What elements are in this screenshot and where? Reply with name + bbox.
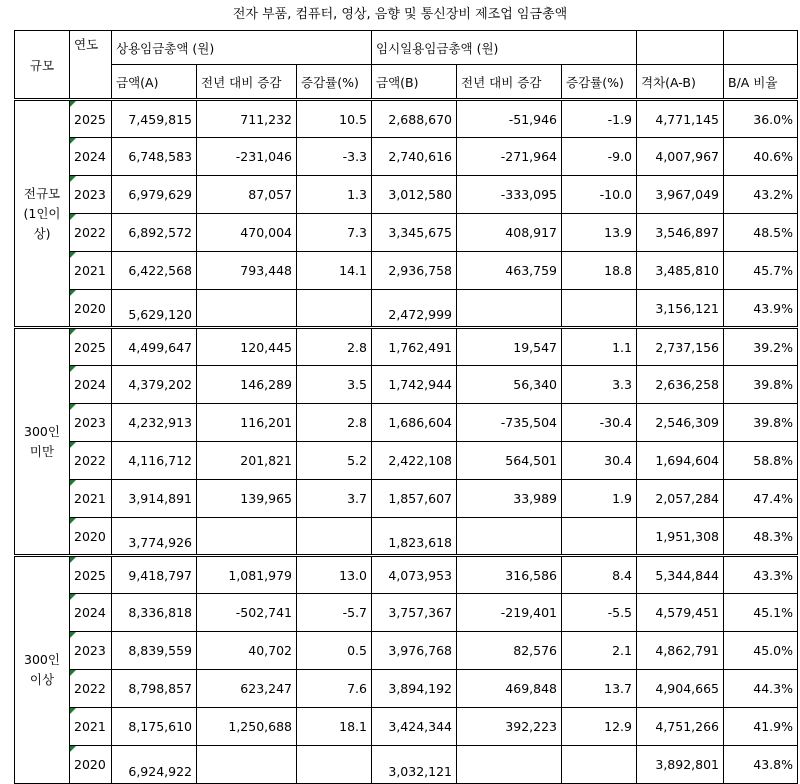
cell-temp-change: -735,504 [457, 404, 562, 442]
cell-temp-change [457, 518, 562, 556]
cell-gap: 2,546,309 [637, 404, 724, 442]
cell-ratio: 41.9% [724, 708, 798, 746]
cell-ratio: 43.8% [724, 746, 798, 784]
cell-temp-amount: 1,857,607 [372, 480, 457, 518]
cell-temp-rate: -9.0 [562, 138, 637, 176]
scale-label: 전규모 (1인이 상) [15, 100, 70, 328]
cell-ratio: 44.3% [724, 670, 798, 708]
cell-gap: 2,057,284 [637, 480, 724, 518]
cell-reg-rate: 13.0 [297, 556, 372, 594]
cell-temp-amount: 1,686,604 [372, 404, 457, 442]
cell-temp-rate [562, 518, 637, 556]
cell-year: 2022 [70, 214, 112, 252]
header-regular-group: 상용임금총액 (원) [112, 31, 372, 65]
cell-reg-amount: 6,892,572 [112, 214, 197, 252]
cell-gap: 3,546,897 [637, 214, 724, 252]
cell-temp-amount: 2,936,758 [372, 252, 457, 290]
cell-reg-amount: 4,499,647 [112, 328, 197, 366]
table-row [15, 214, 798, 252]
cell-reg-rate: 7.6 [297, 670, 372, 708]
cell-gap: 3,156,121 [637, 290, 724, 328]
cell-temp-amount: 1,742,944 [372, 366, 457, 404]
cell-reg-rate: 2.8 [297, 404, 372, 442]
cell-reg-amount: 8,798,857 [112, 670, 197, 708]
cell-reg-rate: 0.5 [297, 632, 372, 670]
cell-reg-rate: 14.1 [297, 252, 372, 290]
table-row [15, 138, 798, 176]
cell-reg-change: 87,057 [197, 176, 297, 214]
header-scale: 규모 [15, 31, 70, 100]
cell-temp-rate: -10.0 [562, 176, 637, 214]
cell-reg-change: 146,289 [197, 366, 297, 404]
cell-gap: 3,485,810 [637, 252, 724, 290]
cell-reg-rate: -5.7 [297, 594, 372, 632]
cell-reg-amount: 5,629,120 [112, 290, 197, 328]
cell-temp-rate [562, 290, 637, 328]
table-row [15, 176, 798, 214]
cell-temp-rate: 12.9 [562, 708, 637, 746]
cell-reg-change [197, 518, 297, 556]
cell-reg-amount: 6,748,583 [112, 138, 197, 176]
cell-year: 2024 [70, 594, 112, 632]
cell-ratio: 45.7% [724, 252, 798, 290]
cell-reg-change [197, 746, 297, 784]
cell-temp-amount: 2,422,108 [372, 442, 457, 480]
cell-year: 2025 [70, 100, 112, 138]
cell-ratio: 48.3% [724, 518, 798, 556]
table-row [15, 518, 798, 556]
cell-temp-change [457, 290, 562, 328]
cell-temp-change: 564,501 [457, 442, 562, 480]
table-row [15, 556, 798, 594]
cell-temp-rate [562, 746, 637, 784]
cell-ratio: 39.8% [724, 366, 798, 404]
cell-gap: 4,007,967 [637, 138, 724, 176]
table-row [15, 632, 798, 670]
header-reg-rate: 증감률(%) [297, 65, 372, 100]
cell-reg-amount: 4,116,712 [112, 442, 197, 480]
table-row [15, 366, 798, 404]
cell-reg-amount: 3,774,926 [112, 518, 197, 556]
cell-temp-rate: 13.7 [562, 670, 637, 708]
cell-reg-change: 139,965 [197, 480, 297, 518]
cell-temp-amount: 3,424,344 [372, 708, 457, 746]
cell-temp-change: 469,848 [457, 670, 562, 708]
cell-reg-rate [297, 290, 372, 328]
cell-ratio: 39.8% [724, 404, 798, 442]
cell-year: 2021 [70, 252, 112, 290]
table-row [15, 404, 798, 442]
cell-ratio: 43.2% [724, 176, 798, 214]
header-gap: 격차(A-B) [637, 65, 724, 100]
cell-reg-amount: 8,336,818 [112, 594, 197, 632]
cell-gap: 4,579,451 [637, 594, 724, 632]
scale-label: 300인 미만 [15, 328, 70, 556]
cell-reg-rate: 7.3 [297, 214, 372, 252]
cell-reg-amount: 8,175,610 [112, 708, 197, 746]
cell-reg-rate [297, 746, 372, 784]
cell-reg-change: 116,201 [197, 404, 297, 442]
cell-temp-amount: 1,762,491 [372, 328, 457, 366]
cell-gap: 5,344,844 [637, 556, 724, 594]
header-ratio-top [724, 31, 798, 65]
cell-reg-change: -502,741 [197, 594, 297, 632]
table-row [15, 442, 798, 480]
cell-temp-change: -51,946 [457, 100, 562, 138]
cell-gap: 2,636,258 [637, 366, 724, 404]
cell-reg-amount: 4,232,913 [112, 404, 197, 442]
cell-temp-change: 408,917 [457, 214, 562, 252]
cell-temp-rate: 1.1 [562, 328, 637, 366]
cell-year: 2025 [70, 556, 112, 594]
cell-reg-rate: 5.2 [297, 442, 372, 480]
cell-temp-change: -219,401 [457, 594, 562, 632]
cell-year: 2022 [70, 442, 112, 480]
cell-temp-change: 19,547 [457, 328, 562, 366]
cell-reg-amount: 7,459,815 [112, 100, 197, 138]
cell-temp-change: 392,223 [457, 708, 562, 746]
cell-reg-rate [297, 518, 372, 556]
table-row [15, 708, 798, 746]
cell-temp-amount: 3,757,367 [372, 594, 457, 632]
cell-year: 2023 [70, 404, 112, 442]
cell-ratio: 36.0% [724, 100, 798, 138]
cell-year: 2021 [70, 480, 112, 518]
header-temp-group: 임시일용임금총액 (원) [372, 31, 637, 65]
cell-reg-amount: 9,418,797 [112, 556, 197, 594]
cell-gap: 4,904,665 [637, 670, 724, 708]
cell-year: 2022 [70, 670, 112, 708]
cell-temp-amount: 4,073,953 [372, 556, 457, 594]
header-reg-change: 전년 대비 증감 [197, 65, 297, 100]
table-row [15, 480, 798, 518]
cell-temp-amount: 3,032,121 [372, 746, 457, 784]
table-row [15, 100, 798, 138]
cell-reg-change: 793,448 [197, 252, 297, 290]
header-year: 연도 [70, 31, 112, 100]
cell-reg-amount: 8,839,559 [112, 632, 197, 670]
header-gap-top [637, 31, 724, 65]
table-row [15, 746, 798, 784]
header-temp-change: 전년 대비 증감 [457, 65, 562, 100]
cell-reg-change: 1,081,979 [197, 556, 297, 594]
cell-temp-rate: 13.9 [562, 214, 637, 252]
cell-temp-change: -271,964 [457, 138, 562, 176]
cell-temp-rate: 18.8 [562, 252, 637, 290]
cell-year: 2025 [70, 328, 112, 366]
cell-year: 2024 [70, 138, 112, 176]
cell-temp-change: 316,586 [457, 556, 562, 594]
cell-temp-rate: 8.4 [562, 556, 637, 594]
cell-ratio: 43.3% [724, 556, 798, 594]
cell-reg-rate: 10.5 [297, 100, 372, 138]
cell-temp-rate: -1.9 [562, 100, 637, 138]
cell-temp-change: 82,576 [457, 632, 562, 670]
cell-gap: 4,751,266 [637, 708, 724, 746]
cell-temp-amount: 3,345,675 [372, 214, 457, 252]
cell-temp-amount: 3,894,192 [372, 670, 457, 708]
header-row-1 [15, 31, 798, 65]
cell-reg-rate: 18.1 [297, 708, 372, 746]
cell-reg-rate: 2.8 [297, 328, 372, 366]
cell-ratio: 40.6% [724, 138, 798, 176]
cell-reg-rate: 1.3 [297, 176, 372, 214]
table-row [15, 670, 798, 708]
cell-ratio: 43.9% [724, 290, 798, 328]
cell-temp-rate: -30.4 [562, 404, 637, 442]
cell-temp-amount: 2,472,999 [372, 290, 457, 328]
cell-reg-rate: -3.3 [297, 138, 372, 176]
cell-ratio: 39.2% [724, 328, 798, 366]
cell-gap: 4,862,791 [637, 632, 724, 670]
cell-year: 2023 [70, 176, 112, 214]
cell-reg-change: 40,702 [197, 632, 297, 670]
table-title: 전자 부품, 컴퓨터, 영상, 음향 및 통신장비 제조업 임금총액 [232, 7, 568, 22]
cell-ratio: 48.5% [724, 214, 798, 252]
cell-reg-amount: 3,914,891 [112, 480, 197, 518]
scale-label: 300인 이상 [15, 556, 70, 784]
header-ratio: B/A 비율 [724, 65, 798, 100]
table-row [15, 328, 798, 366]
cell-temp-rate: -5.5 [562, 594, 637, 632]
cell-gap: 2,737,156 [637, 328, 724, 366]
cell-reg-amount: 6,979,629 [112, 176, 197, 214]
table-body [15, 100, 798, 784]
cell-year: 2021 [70, 708, 112, 746]
cell-temp-amount: 3,012,580 [372, 176, 457, 214]
header-temp-rate: 증감률(%) [562, 65, 637, 100]
cell-gap: 1,951,308 [637, 518, 724, 556]
cell-gap: 3,892,801 [637, 746, 724, 784]
cell-gap: 4,771,145 [637, 100, 724, 138]
cell-reg-rate: 3.7 [297, 480, 372, 518]
cell-temp-change: -333,095 [457, 176, 562, 214]
table-row [15, 290, 798, 328]
cell-reg-change: 470,004 [197, 214, 297, 252]
cell-gap: 1,694,604 [637, 442, 724, 480]
cell-temp-change [457, 746, 562, 784]
cell-ratio: 45.0% [724, 632, 798, 670]
wage-table [14, 30, 798, 784]
cell-year: 2020 [70, 518, 112, 556]
cell-year: 2023 [70, 632, 112, 670]
cell-reg-change: 201,821 [197, 442, 297, 480]
cell-temp-amount: 2,740,616 [372, 138, 457, 176]
cell-temp-rate: 30.4 [562, 442, 637, 480]
cell-temp-rate: 2.1 [562, 632, 637, 670]
cell-reg-change: -231,046 [197, 138, 297, 176]
cell-temp-amount: 2,688,670 [372, 100, 457, 138]
cell-temp-rate: 3.3 [562, 366, 637, 404]
cell-year: 2024 [70, 366, 112, 404]
cell-reg-rate: 3.5 [297, 366, 372, 404]
cell-ratio: 47.4% [724, 480, 798, 518]
cell-reg-change [197, 290, 297, 328]
cell-year: 2020 [70, 746, 112, 784]
cell-reg-amount: 6,924,922 [112, 746, 197, 784]
cell-reg-amount: 4,379,202 [112, 366, 197, 404]
cell-year: 2020 [70, 290, 112, 328]
cell-reg-change: 1,250,688 [197, 708, 297, 746]
cell-temp-change: 56,340 [457, 366, 562, 404]
cell-temp-change: 463,759 [457, 252, 562, 290]
cell-reg-change: 623,247 [197, 670, 297, 708]
cell-ratio: 58.8% [724, 442, 798, 480]
table-row [15, 594, 798, 632]
header-temp-amount: 금액(B) [372, 65, 457, 100]
header-row-2 [15, 65, 798, 100]
cell-temp-change: 33,989 [457, 480, 562, 518]
cell-gap: 3,967,049 [637, 176, 724, 214]
cell-reg-amount: 6,422,568 [112, 252, 197, 290]
cell-temp-rate: 1.9 [562, 480, 637, 518]
cell-temp-amount: 3,976,768 [372, 632, 457, 670]
cell-ratio: 45.1% [724, 594, 798, 632]
header-reg-amount: 금액(A) [112, 65, 197, 100]
cell-temp-amount: 1,823,618 [372, 518, 457, 556]
cell-reg-change: 120,445 [197, 328, 297, 366]
table-row [15, 252, 798, 290]
cell-reg-change: 711,232 [197, 100, 297, 138]
